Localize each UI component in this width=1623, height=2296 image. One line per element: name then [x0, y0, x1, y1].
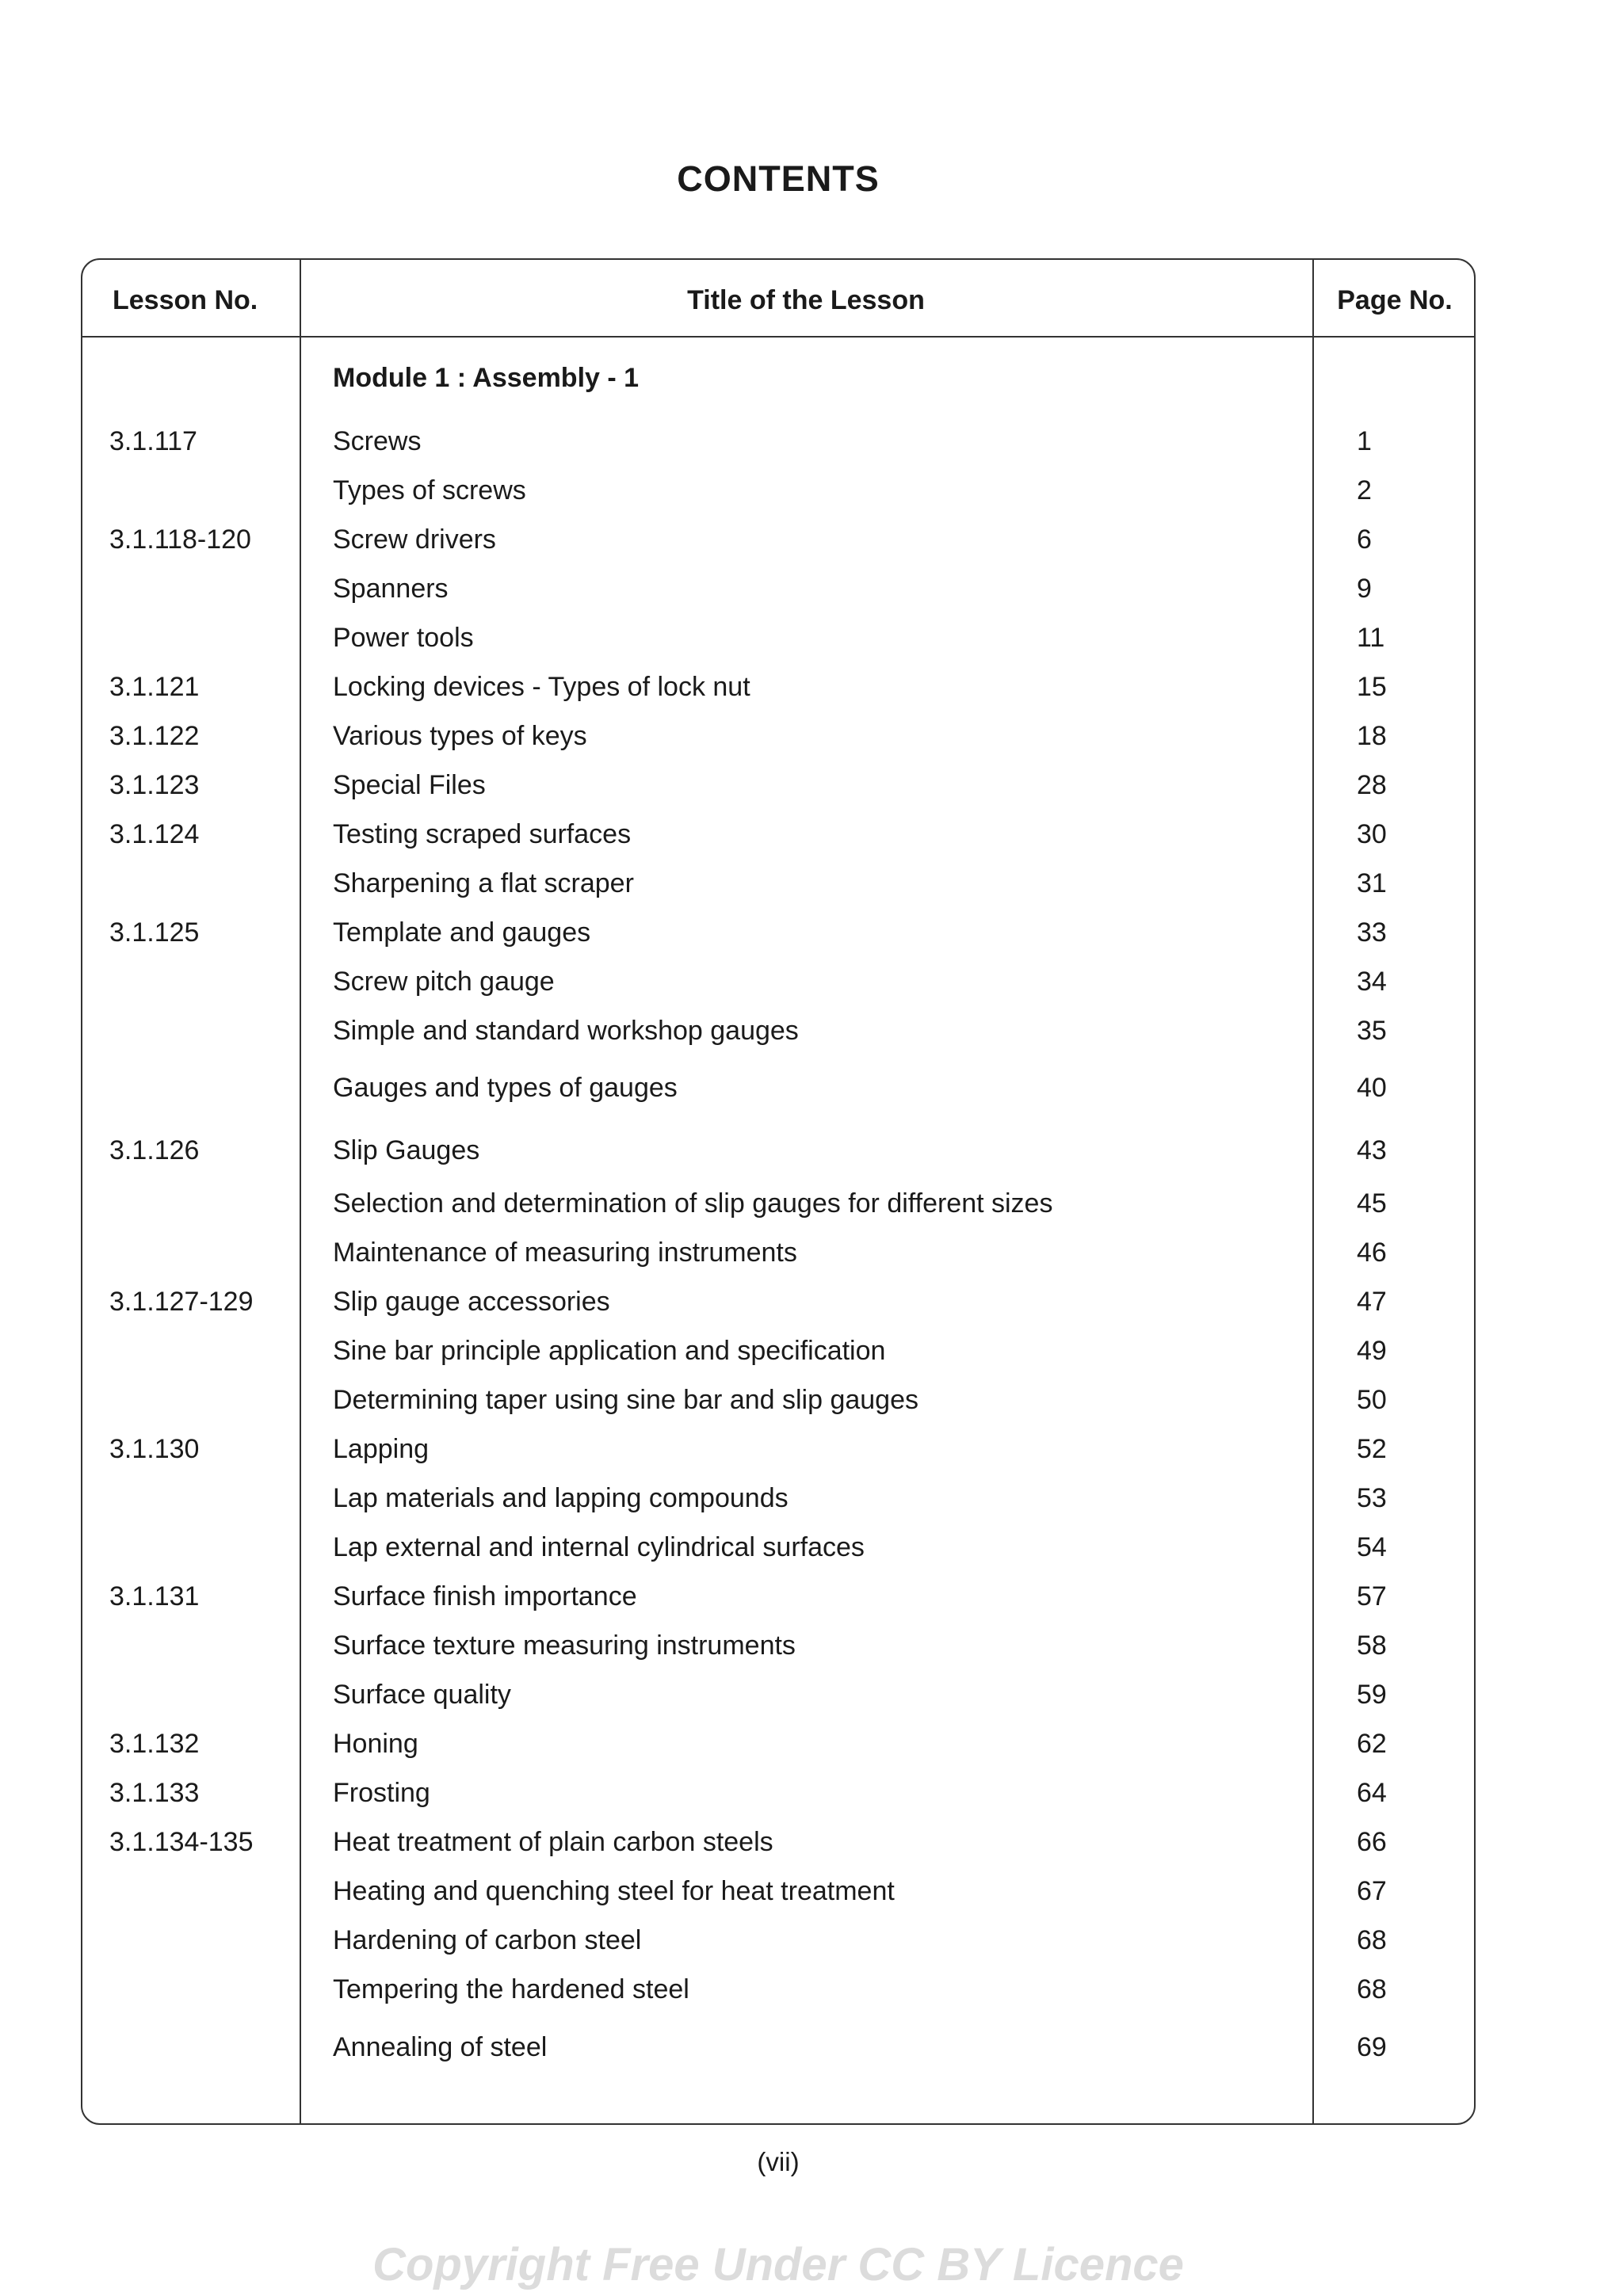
- lesson-title: Selection and determination of slip gauges for different sizes: [333, 1188, 1053, 1219]
- lesson-number: 3.1.123: [109, 770, 200, 800]
- lesson-title: Surface quality: [333, 1680, 511, 1710]
- lesson-number: 3.1.117: [109, 426, 197, 456]
- toc-row: [82, 524, 1474, 563]
- lesson-number: 3.1.133: [109, 1778, 200, 1808]
- page-number-cell: 53: [1357, 1483, 1387, 1513]
- toc-row: [82, 2032, 1474, 2070]
- lesson-number: 3.1.125: [109, 917, 200, 948]
- toc-row: [82, 1876, 1474, 1914]
- toc-row: [82, 819, 1474, 857]
- lesson-title: Testing scraped surfaces: [333, 819, 632, 849]
- lesson-title: Screw pitch gauge: [333, 967, 555, 997]
- page-number-cell: 31: [1357, 868, 1387, 898]
- toc-row: [82, 1827, 1474, 1865]
- toc-row: [82, 1434, 1474, 1472]
- page-number-cell: 52: [1357, 1434, 1387, 1464]
- lesson-title: Screws: [333, 426, 422, 456]
- header-divider: [82, 336, 1474, 338]
- toc-row: [82, 1336, 1474, 1374]
- lesson-title: Slip gauge accessories: [333, 1287, 610, 1317]
- toc-row: [82, 1532, 1474, 1570]
- page-number-cell: 6: [1357, 524, 1372, 555]
- page-number-cell: 66: [1357, 1827, 1387, 1857]
- lesson-title: Locking devices - Types of lock nut: [333, 672, 750, 702]
- lesson-number: 3.1.122: [109, 721, 200, 751]
- contents-table: [81, 258, 1476, 2125]
- module-heading-row: [82, 363, 1474, 401]
- lesson-title: Surface finish importance: [333, 1581, 637, 1611]
- lesson-title: Lap external and internal cylindrical surfaces: [333, 1532, 865, 1562]
- toc-row: [82, 1385, 1474, 1423]
- lesson-title: Spanners: [333, 574, 449, 604]
- toc-row: [82, 967, 1474, 1005]
- page-number-cell: 11: [1357, 623, 1385, 653]
- page-number-cell: 43: [1357, 1135, 1387, 1165]
- toc-row: [82, 1287, 1474, 1325]
- toc-row: [82, 1680, 1474, 1718]
- lesson-number: 3.1.134-135: [109, 1827, 254, 1857]
- toc-row: [82, 868, 1474, 906]
- header-title: Title of the Lesson: [687, 285, 925, 315]
- lesson-title: Sharpening a flat scraper: [333, 868, 634, 898]
- module-heading: Module 1 : Assembly - 1: [333, 363, 640, 393]
- toc-row: [82, 721, 1474, 759]
- lesson-title: Simple and standard workshop gauges: [333, 1016, 799, 1046]
- lesson-title: Screw drivers: [333, 524, 496, 555]
- page-number-cell: 33: [1357, 917, 1387, 948]
- page-number-cell: 2: [1357, 475, 1372, 505]
- page-number-cell: 68: [1357, 1974, 1387, 2004]
- toc-row: [82, 1729, 1474, 1767]
- page-number-cell: 47: [1357, 1287, 1387, 1317]
- page-number-cell: 46: [1357, 1238, 1387, 1268]
- header-lesson-no: Lesson No.: [113, 285, 258, 315]
- lesson-title: Hardening of carbon steel: [333, 1925, 642, 1955]
- page-number-cell: 58: [1357, 1630, 1387, 1661]
- page-number-cell: 1: [1357, 426, 1372, 456]
- page-number-cell: 18: [1357, 721, 1387, 751]
- toc-row: [82, 426, 1474, 464]
- lesson-title: Power tools: [333, 623, 474, 653]
- lesson-title: Tempering the hardened steel: [333, 1974, 689, 2004]
- lesson-title: Surface texture measuring instruments: [333, 1630, 796, 1661]
- lesson-number: 3.1.124: [109, 819, 200, 849]
- header-page-no: Page No.: [1337, 285, 1453, 315]
- lesson-title: Heating and quenching steel for heat treatment: [333, 1876, 895, 1906]
- lesson-title: Honing: [333, 1729, 418, 1759]
- toc-row: [82, 623, 1474, 661]
- page-number: (vii): [757, 2147, 800, 2176]
- toc-row: [82, 1188, 1474, 1226]
- lesson-number: 3.1.130: [109, 1434, 200, 1464]
- lesson-title: Gauges and types of gauges: [333, 1073, 678, 1103]
- toc-row: [82, 1925, 1474, 1963]
- lesson-title: Various types of keys: [333, 721, 587, 751]
- page-number-cell: 59: [1357, 1680, 1387, 1710]
- page-number-cell: 45: [1357, 1188, 1387, 1219]
- toc-row: [82, 770, 1474, 808]
- lesson-number: 3.1.126: [109, 1135, 200, 1165]
- toc-row: [82, 1581, 1474, 1619]
- lesson-title: Lap materials and lapping compounds: [333, 1483, 789, 1513]
- lesson-number: 3.1.121: [109, 672, 200, 702]
- lesson-title: Determining taper using sine bar and slip gauges: [333, 1385, 919, 1415]
- toc-row: [82, 475, 1474, 513]
- toc-row: [82, 1974, 1474, 2012]
- lesson-title: Sine bar principle application and specification: [333, 1336, 886, 1366]
- page-number-cell: 54: [1357, 1532, 1387, 1562]
- lesson-title: Template and gauges: [333, 917, 591, 948]
- toc-row: [82, 1073, 1474, 1111]
- page-number-cell: 69: [1357, 2032, 1387, 2062]
- toc-row: [82, 1016, 1474, 1054]
- page-number-cell: 62: [1357, 1729, 1387, 1759]
- page-number-cell: 9: [1357, 574, 1372, 604]
- toc-row: [82, 1135, 1474, 1173]
- page-number-cell: 28: [1357, 770, 1387, 800]
- toc-row: [82, 574, 1474, 612]
- page-number-cell: 15: [1357, 672, 1387, 702]
- lesson-title: Annealing of steel: [333, 2032, 548, 2062]
- lesson-title: Special Files: [333, 770, 486, 800]
- page-number-cell: 64: [1357, 1778, 1387, 1808]
- toc-row: [82, 917, 1474, 955]
- page-number-cell: 49: [1357, 1336, 1387, 1366]
- page-number-cell: 35: [1357, 1016, 1387, 1046]
- toc-row: [82, 672, 1474, 710]
- lesson-title: Slip Gauges: [333, 1135, 480, 1165]
- toc-row: [82, 1483, 1474, 1521]
- lesson-number: 3.1.131: [109, 1581, 200, 1611]
- lesson-title: Lapping: [333, 1434, 430, 1464]
- lesson-number: 3.1.132: [109, 1729, 200, 1759]
- page-number-cell: 68: [1357, 1925, 1387, 1955]
- toc-row: [82, 1238, 1474, 1276]
- lesson-title: Frosting: [333, 1778, 430, 1808]
- page-number-cell: 57: [1357, 1581, 1387, 1611]
- toc-row: [82, 1778, 1474, 1816]
- lesson-title: Types of screws: [333, 475, 526, 505]
- lesson-number: 3.1.127-129: [109, 1287, 254, 1317]
- page-number-cell: 50: [1357, 1385, 1387, 1415]
- toc-row: [82, 1630, 1474, 1669]
- page-title: CONTENTS: [677, 158, 880, 199]
- page-number-cell: 30: [1357, 819, 1387, 849]
- lesson-title: Heat treatment of plain carbon steels: [333, 1827, 773, 1857]
- lesson-title: Maintenance of measuring instruments: [333, 1238, 797, 1268]
- page-number-cell: 34: [1357, 967, 1387, 997]
- copyright-watermark: Copyright Free Under CC BY Licence: [372, 2239, 1184, 2290]
- page-number-cell: 40: [1357, 1073, 1387, 1103]
- lesson-number: 3.1.118-120: [109, 524, 251, 555]
- page-number-cell: 67: [1357, 1876, 1387, 1906]
